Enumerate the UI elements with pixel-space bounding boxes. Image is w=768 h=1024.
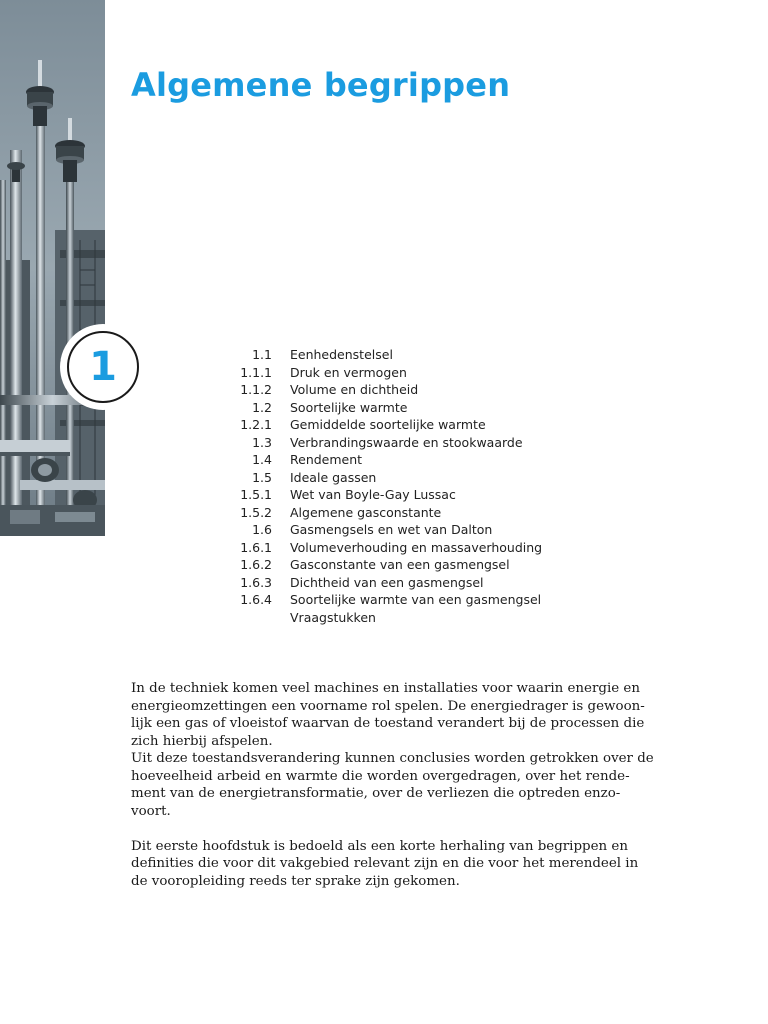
toc-section-number: 1.5.2 xyxy=(240,504,272,520)
toc-entry xyxy=(228,521,588,539)
toc-section-number: 1.6.2 xyxy=(240,557,272,572)
text-line: Uit deze toestandsverandering kunnen conclusies worden getrokken over de xyxy=(131,751,654,766)
toc-section-title: Soortelijke warmte van een gasmengsel xyxy=(290,592,542,607)
toc-section-title: Soortelijke warmte xyxy=(290,399,408,415)
industrial-installation-image xyxy=(0,0,105,536)
toc-section-title: Druk en vermogen xyxy=(290,364,407,380)
text-line: zich hierbij afspelen. xyxy=(131,733,273,749)
toc-section-number: 1.5 xyxy=(252,469,272,485)
toc-entry xyxy=(228,556,588,574)
toc-section-title: Volumeverhouding en massaverhouding xyxy=(290,539,543,555)
toc-section-title: Gasconstante van een gasmengsel xyxy=(290,557,510,572)
intro-paragraph-1 xyxy=(131,680,654,820)
toc-section-title: Dichtheid van een gasmengsel xyxy=(290,574,484,590)
text-line: energieomzettingen een voorname rol spelen. De energiedrager is gewoon- xyxy=(131,698,645,714)
toc-section-number: 1.1.2 xyxy=(240,382,272,397)
toc-section-number: 1.4 xyxy=(252,452,272,467)
intro-text xyxy=(131,680,654,890)
toc-section-number: 1.1 xyxy=(252,347,272,362)
toc-entry xyxy=(228,469,588,487)
chapter-number-badge xyxy=(60,324,146,410)
intro-paragraph-2 xyxy=(131,838,651,891)
chapter-photo xyxy=(0,0,105,536)
text-line: In de techniek komen veel machines en installaties voor waarin energie en xyxy=(131,681,640,696)
toc-section-number: 1.3 xyxy=(252,434,272,450)
toc-section-title: Algemene gasconstante xyxy=(290,504,442,520)
toc-entry xyxy=(228,486,588,504)
toc-entry xyxy=(228,591,588,609)
toc-entry xyxy=(228,399,588,417)
toc-section-title: Volume en dichtheid xyxy=(290,382,419,397)
toc-section-title: Gemiddelde soortelijke warmte xyxy=(290,417,486,432)
toc-entry xyxy=(228,381,588,399)
toc-entry xyxy=(228,451,588,469)
toc-section-number: 1.6.1 xyxy=(240,539,272,555)
toc-entry xyxy=(228,609,588,627)
text-line: lijk een gas of vloeistof waarvan de toestand verandert bij de processen die xyxy=(131,716,645,731)
toc-section-number: 1.2.1 xyxy=(240,417,272,432)
toc-entry xyxy=(228,574,588,592)
text-line: voort. xyxy=(131,803,171,819)
toc-section-title: Ideale gassen xyxy=(290,469,377,485)
toc-section-title: Gasmengsels en wet van Dalton xyxy=(290,522,493,537)
text-line: ment van de energietransformatie, over de verliezen die optreden enzo- xyxy=(131,786,621,801)
text-line: definities die voor dit vakgebied relevant zijn en die voor het merendeel in xyxy=(131,856,639,871)
toc-section-title: Eenhedenstelsel xyxy=(290,347,393,362)
toc-section-title: Verbrandingswaarde en stookwaarde xyxy=(290,434,523,450)
toc-entry xyxy=(228,364,588,382)
toc-section-title: Wet van Boyle-Gay Lussac xyxy=(290,487,456,502)
toc-section-title: Vraagstukken xyxy=(290,609,376,625)
toc-entry xyxy=(228,346,588,364)
toc-section-number: 1.6 xyxy=(252,522,272,537)
toc-section-number: 1.6.3 xyxy=(240,574,272,590)
text-line: Dit eerste hoofdstuk is bedoeld als een korte herhaling van begrippen en xyxy=(131,838,628,854)
toc-section-number xyxy=(228,609,272,627)
text-line: de vooropleiding reeds ter sprake zijn gekomen. xyxy=(131,873,460,889)
toc-section-number: 1.6.4 xyxy=(240,592,272,607)
chapter-number: 1 xyxy=(89,344,117,390)
toc-entry xyxy=(228,416,588,434)
chapter-title: Algemene begrippen xyxy=(131,66,511,104)
toc-entry xyxy=(228,539,588,557)
toc-section-number: 1.1.1 xyxy=(240,364,272,380)
text-line: hoeveelheid arbeid en warmte die worden overgedragen, over het rende- xyxy=(131,768,630,784)
toc-section-title: Rendement xyxy=(290,452,363,467)
toc-section-number: 1.5.1 xyxy=(240,487,272,502)
toc-section-number: 1.2 xyxy=(252,399,272,415)
chapter-table-of-contents xyxy=(228,346,588,626)
toc-entry xyxy=(228,504,588,522)
toc-entry xyxy=(228,434,588,452)
